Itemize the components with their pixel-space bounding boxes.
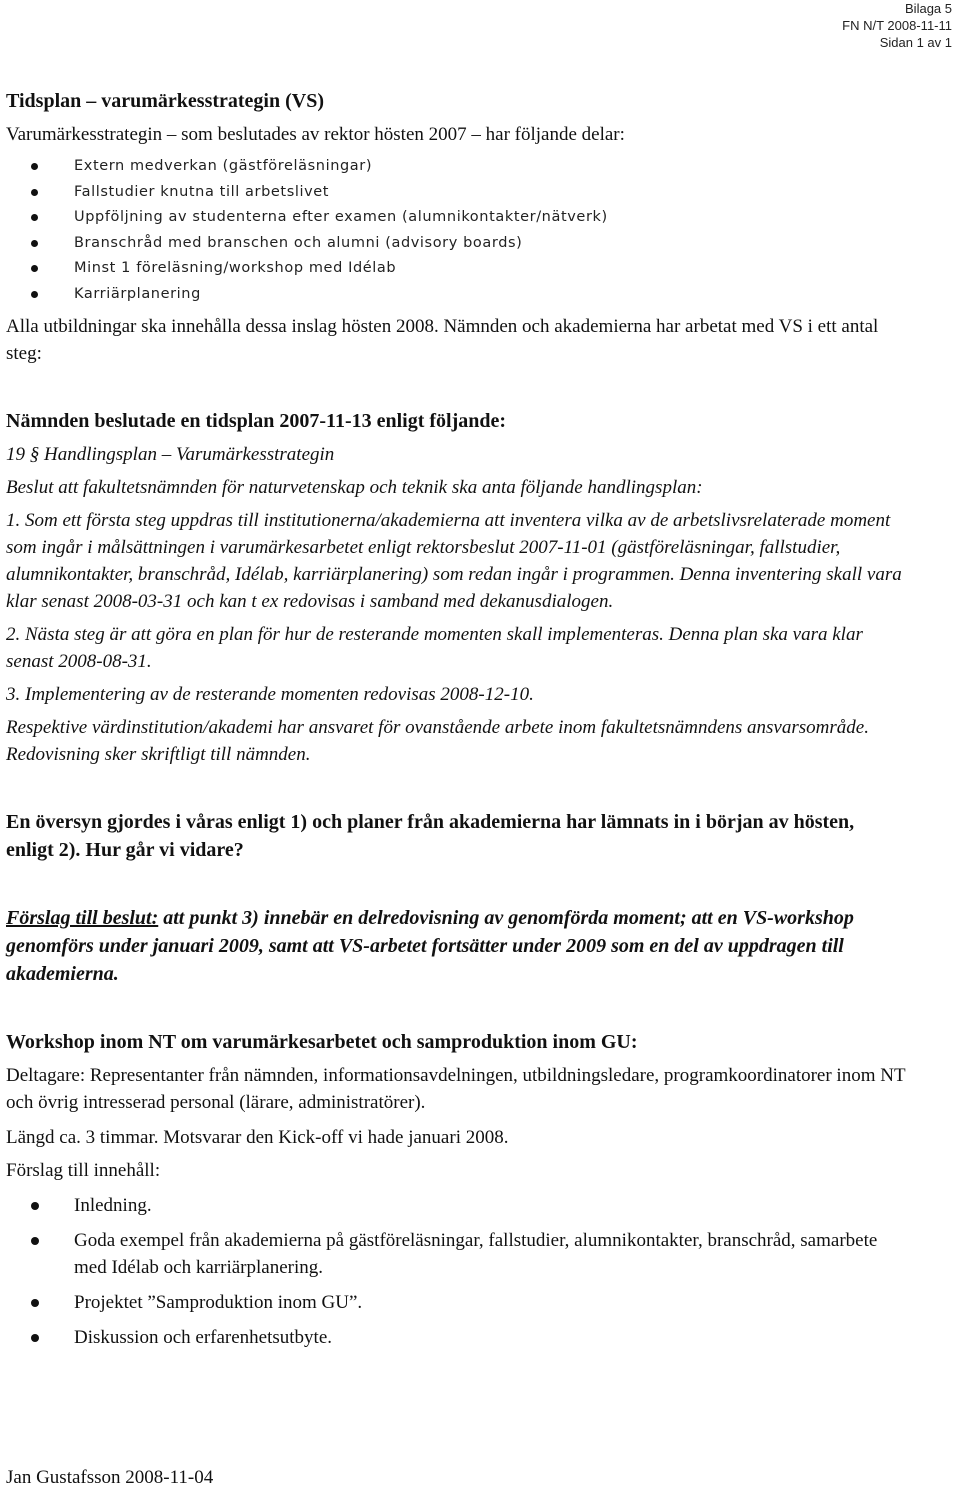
strategy-parts-list	[6, 154, 906, 307]
handling-line: 19 § Handlingsplan – Varumärkesstrategin	[6, 444, 335, 465]
page-number: Sidan 1 av 1	[879, 35, 952, 50]
bilaga-label: Bilaga 5	[905, 1, 952, 16]
step-1: 1. Som ett första steg uppdras till institutionerna/akademierna att inventera vilka av de arbetslivsrelaterade moment som ingår i målsättningen i varumärkesarbetet enligt rektorsbeslut 2007-11-01 (gästföreläsningar, fallstudier, alumnikontakter, branschråd, Idélab, karriärplanering) som redan ingår i programmen. Denna inventering skall vara klar senast 2008-03-31 och kan t ex redovisas i samband med dekanusdialogen.	[6, 510, 902, 612]
list-item: Uppföljning av studenterna efter examen (alumnikontakter/nätverk)	[6, 205, 906, 231]
innehall-label: Förslag till innehåll:	[6, 1160, 161, 1181]
list-item: Branschråd med branschen och alumni (advisory boards)	[6, 231, 906, 257]
content-list	[6, 1192, 906, 1351]
responsibility-paragraph: Respektive värdinstitution/akademi har ansvaret för ovanstående arbete inom fakultetsnämndens ansvarsområde. Redovisning sker skriftligt till nämnden.	[6, 717, 869, 765]
page-header	[842, 0, 952, 51]
document-body	[6, 88, 906, 1359]
list-item: Karriärplanering	[6, 282, 906, 308]
step-2: 2. Nästa steg är att göra en plan för hur de resterande momenten skall implementeras. Denna plan ska vara klar senast 2008-08-31.	[6, 624, 863, 672]
list-item: Goda exempel från akademierna på gästföreläsningar, fallstudier, alumnikontakter, branschråd, samarbete med Idélab och karriärplanering.	[6, 1227, 906, 1281]
step-3: 3. Implementering av de resterande momenten redovisas 2008-12-10.	[6, 684, 534, 705]
list-item: Diskussion och erfarenhetsutbyte.	[6, 1324, 906, 1351]
document-title: Tidsplan – varumärkesstrategin (VS)	[6, 90, 324, 112]
decision-heading: Nämnden beslutade en tidsplan 2007-11-13 enligt följande:	[6, 410, 507, 432]
list-item: Fallstudier knutna till arbetslivet	[6, 180, 906, 206]
forslag-label: Förslag till beslut:	[6, 907, 159, 929]
alla-paragraph: Alla utbildningar ska innehålla dessa inslag hösten 2008. Nämnden och akademierna har arbetat med VS i ett antal steg:	[6, 316, 879, 364]
intro-paragraph: Varumärkesstrategin – som beslutades av rektor hösten 2007 – har följande delar:	[6, 124, 625, 145]
footer-signature: Jan Gustafsson 2008-11-04	[6, 1467, 214, 1488]
beslut-paragraph: Beslut att fakultetsnämnden för naturvetenskap och teknik ska anta följande handlingsplan:	[6, 477, 703, 498]
list-item: Extern medverkan (gästföreläsningar)	[6, 154, 906, 180]
forslag-text: att punkt 3) innebär en delredovisning av genomförda moment; att en VS-workshop genomförs under januari 2009, samt att VS-arbetet fortsätter under 2009 som en del av uppdragen till akademierna.	[6, 907, 854, 985]
list-item: Minst 1 föreläsning/workshop med Idélab	[6, 256, 906, 282]
list-item: Projektet ”Samproduktion inom GU”.	[6, 1289, 906, 1316]
langd-paragraph: Längd ca. 3 timmar. Motsvarar den Kick-off vi hade januari 2008.	[6, 1127, 509, 1148]
oversyn-paragraph: En översyn gjordes i våras enligt 1) och planer från akademierna har lämnats in i början av hösten, enligt 2). Hur går vi vidare?	[6, 811, 855, 861]
deltagare-paragraph: Deltagare: Representanter från nämnden, informationsavdelningen, utbildningsledare, programkoordinatorer inom NT och övrig intresserad personal (lärare, administratörer).	[6, 1065, 906, 1113]
reference-number: FN N/T 2008-11-11	[842, 18, 952, 33]
workshop-heading: Workshop inom NT om varumärkesarbetet och samproduktion inom GU:	[6, 1031, 638, 1053]
list-item: Inledning.	[6, 1192, 906, 1219]
forslag-paragraph	[6, 904, 906, 988]
